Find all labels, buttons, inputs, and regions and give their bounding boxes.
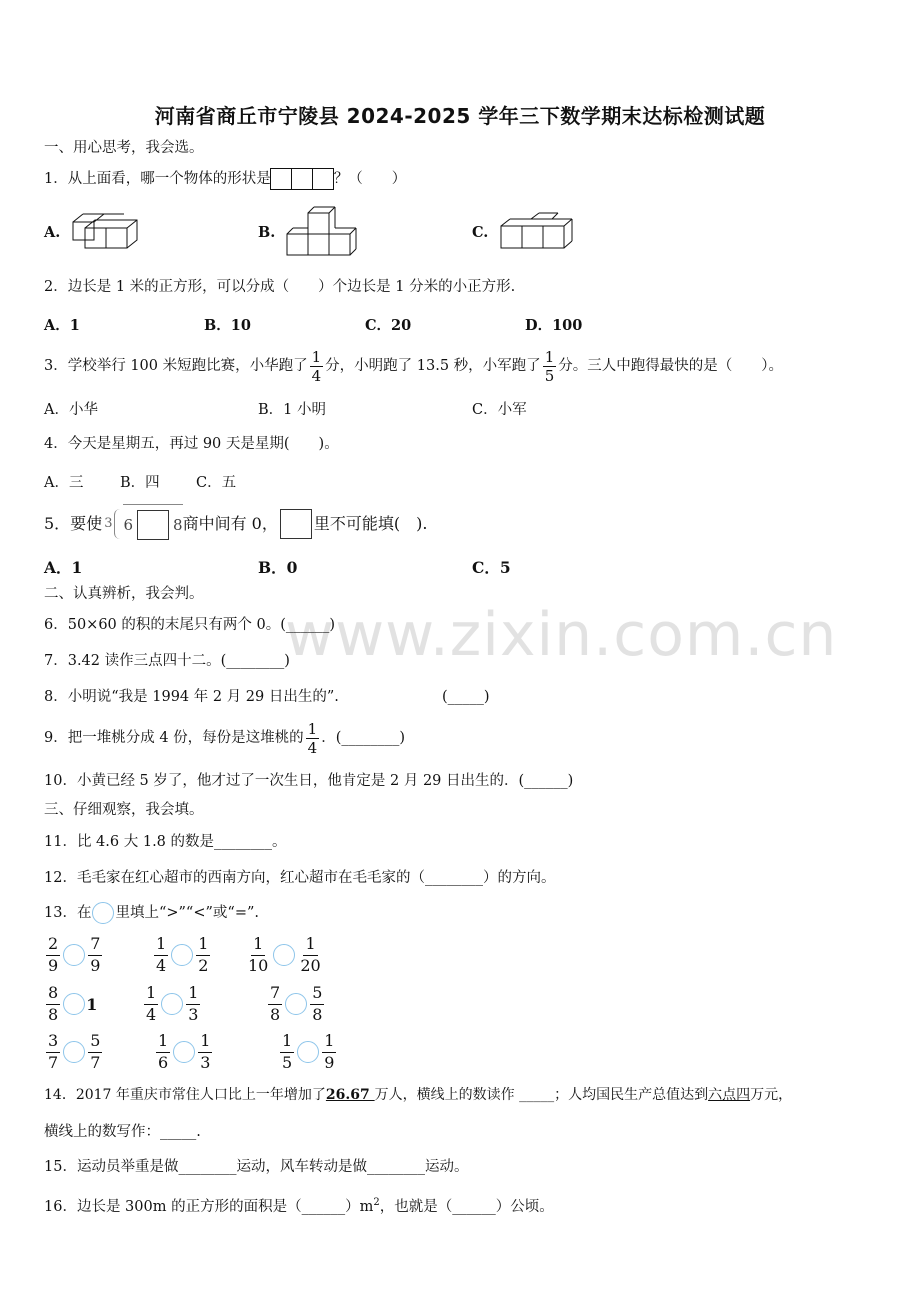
q13-answer-circle[interactable]	[63, 944, 85, 966]
q2-option-c: C．20	[365, 317, 412, 334]
q5-option-b: B．0	[258, 558, 298, 577]
q3-fraction-2: $\frac{1}{5}$	[544, 347, 555, 385]
q1-shape-figure	[271, 168, 334, 190]
q13-item-6: $\frac{7}{8}$ $\frac{5}{8}$	[270, 983, 323, 1024]
page-title: 河南省商丘市宁陵县 2024-2025 学年三下数学期末达标检测试题	[154, 104, 766, 128]
q9-text-1: 9．把一堆桃分成 4 份，每份是这堆桃的	[44, 730, 304, 746]
q1-option-b-figure	[284, 204, 360, 258]
question-11: 11．比 4.6 大 1.8 的数是________。	[44, 834, 287, 850]
q3-text-1: 3．学校举行 100 米短跑比赛，小华跑了	[44, 358, 308, 374]
question-12: 12．毛毛家在红心超市的西南方向，红心超市在毛毛家的（________）的方向。	[44, 870, 556, 886]
q13-answer-circle[interactable]	[63, 1041, 85, 1063]
question-15: 15．运动员举重是做________运动，风车转动是做________运动。	[44, 1159, 469, 1175]
q13-item-8: $\frac{1}{6}$ $\frac{1}{3}$	[158, 1031, 211, 1072]
q1-option-b: B.	[258, 224, 276, 241]
q13-item-1: $\frac{2}{9}$ $\frac{7}{9}$	[48, 934, 101, 975]
q3-fraction-1: $\frac{1}{4}$	[311, 347, 322, 385]
question-14: 14．2017 年重庆市常住人口比上一年增加了26.67 万人，横线上的数读作 _____；人均国民生产总值达到六点四万元，	[44, 1087, 793, 1103]
q13-text-1: 13．在	[44, 905, 92, 921]
q5-text-1: 5．要使	[44, 513, 103, 533]
q2-option-d: D．100	[525, 317, 583, 334]
q13-item-9: $\frac{1}{5}$ $\frac{1}{9}$	[282, 1031, 335, 1072]
question-16: 16．边长是 300m 的正方形的面积是$(\_\_\_\_\_\_)m^2$，也就是（______）公顷。	[44, 1197, 554, 1215]
q13-item-4: $\frac{8}{8}$ 1	[48, 983, 98, 1024]
question-5	[44, 504, 427, 543]
q13-answer-circle[interactable]	[171, 944, 193, 966]
q14-underlined-number: 26.67	[325, 1087, 375, 1103]
q1-option-a: A.	[44, 224, 61, 241]
q5-text-3: 里不可能填( ).	[313, 513, 428, 533]
q2-option-a: A．1	[44, 317, 80, 334]
question-4: 4．今天是星期五，再过 90 天是星期( )。	[44, 436, 339, 452]
q3-option-c: C．小军	[472, 402, 527, 418]
question-3	[44, 346, 783, 386]
q13-circle-icon	[92, 902, 114, 924]
q1-option-c-figure	[498, 210, 578, 252]
q13-answer-circle[interactable]	[63, 993, 85, 1015]
q5-digit-box	[137, 510, 169, 540]
q5-option-a: A．1	[44, 558, 83, 577]
section-2-heading: 二、认真辨析，我会判。	[44, 586, 204, 602]
q1-tail: ？（ ）	[333, 171, 407, 187]
q5-text-2: 商中间有 0，	[182, 513, 278, 533]
q13-answer-circle[interactable]	[161, 993, 183, 1015]
question-9	[44, 718, 405, 758]
q13-answer-circle[interactable]	[297, 1041, 319, 1063]
question-6: 6．50×60 的积的末尾只有两个 0。(______)	[44, 617, 336, 633]
question-10: 10．小黄已经 5 岁了，他才过了一次生日，他肯定是 2 月 29 日出生的．(______)	[44, 773, 574, 789]
question-7: 7．3.42 读作三点四十二。(________)	[44, 653, 290, 669]
question-2: 2．边长是 1 米的正方形，可以分成（ ）个边长是 1 分米的小正方形.	[44, 279, 516, 295]
q13-answer-circle[interactable]	[273, 944, 295, 966]
q3-option-b: B．1 小明	[258, 402, 326, 418]
q1-option-c: C.	[472, 224, 489, 241]
q14-underlined-words: 六点四	[708, 1087, 751, 1103]
q3-text-3: 分。三人中跑得最快的是（ ）。	[558, 358, 783, 374]
q5-answer-box	[280, 509, 312, 539]
q1-text: 1．从上面看，哪一个物体的形状是	[44, 171, 271, 187]
q13-item-2: $\frac{1}{4}$ $\frac{1}{2}$	[156, 934, 209, 975]
question-13	[44, 902, 259, 924]
q8-blank: (_____)	[442, 689, 490, 705]
q4-option-a: A．三	[44, 475, 84, 491]
question-14-line-2: 横线上的数写作：_____.	[44, 1124, 201, 1140]
q13-text-2: 里填上“>”“<”或“=”.	[115, 905, 259, 921]
question-1	[44, 168, 406, 190]
q13-item-5: $\frac{1}{4}$ $\frac{1}{3}$	[146, 983, 199, 1024]
q5-option-c: C．5	[472, 558, 511, 577]
section-1-heading: 一、用心思考，我会选。	[44, 140, 204, 156]
section-3-heading: 三、仔细观察，我会填。	[44, 802, 204, 818]
q3-text-2: 分，小明跑了 13.5 秒，小军跑了	[325, 358, 541, 374]
q9-fraction: $\frac{1}{4}$	[307, 719, 318, 757]
q1-option-a-figure	[70, 212, 140, 252]
q9-text-2: ．(________)	[321, 730, 406, 746]
question-8: 8．小明说“我是 1994 年 2 月 29 日出生的”.	[44, 689, 339, 705]
q5-division-figure: 3 6 8	[102, 504, 182, 543]
q13-item-7: $\frac{3}{7}$ $\frac{5}{7}$	[48, 1031, 101, 1072]
q13-answer-circle[interactable]	[285, 993, 307, 1015]
watermark: www.zixin.com.cn	[285, 600, 838, 670]
q13-item-3: $\frac{1}{10}$ $\frac{1}{20}$	[248, 934, 321, 975]
q4-option-c: C．五	[196, 475, 237, 491]
q13-answer-circle[interactable]	[173, 1041, 195, 1063]
q4-option-b: B．四	[120, 475, 160, 491]
q3-option-a: A．小华	[44, 402, 98, 418]
q2-option-b: B．10	[204, 317, 251, 334]
